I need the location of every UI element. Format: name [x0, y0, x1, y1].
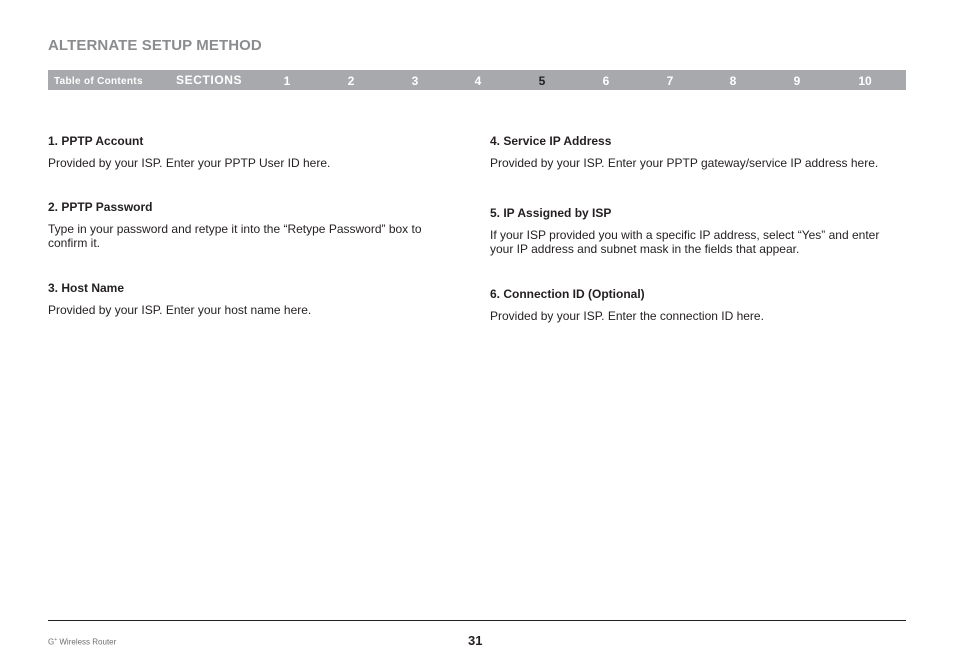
field-description [48, 200, 463, 250]
field-heading: 4. Service IP Address [490, 134, 612, 148]
field-description [48, 281, 463, 317]
footer-product-name [48, 637, 116, 647]
page-header-title: ALTERNATE SETUP METHOD [48, 37, 262, 54]
section-link-1[interactable]: 1 [283, 74, 291, 88]
field-body: Provided by your ISP. Enter your host name here. [48, 303, 312, 317]
field-heading: 1. PPTP Account [48, 134, 144, 148]
product-superscript: + [54, 637, 58, 643]
section-nav-bar [48, 70, 906, 90]
section-link-9[interactable]: 9 [793, 74, 801, 88]
sections-label: SECTIONS [176, 73, 243, 87]
section-link-4[interactable]: 4 [474, 74, 482, 88]
section-link-8[interactable]: 8 [729, 74, 737, 88]
section-link-6[interactable]: 6 [602, 74, 610, 88]
section-link-3[interactable]: 3 [411, 74, 419, 88]
product-name: Wireless Router [57, 637, 117, 647]
section-link-7[interactable]: 7 [666, 74, 674, 88]
field-heading: 2. PPTP Password [48, 200, 153, 214]
field-body: Provided by your ISP. Enter the connection ID here. [490, 309, 764, 323]
field-body: If your ISP provided you with a specific IP address, select “Yes” and enter your IP address and subnet mask in the fields that appear. [490, 228, 880, 256]
field-heading: 6. Connection ID (Optional) [490, 287, 645, 301]
field-body: Type in your password and retype it into the “Retype Password” box to confirm it. [48, 222, 422, 250]
field-description [490, 206, 890, 256]
section-link-5[interactable]: 5 [538, 74, 546, 88]
field-body: Provided by your ISP. Enter your PPTP User ID here. [48, 156, 331, 170]
section-link-10[interactable]: 10 [858, 74, 872, 88]
field-description [490, 134, 890, 170]
page-number: 31 [468, 633, 483, 648]
field-description [490, 287, 890, 323]
field-heading: 5. IP Assigned by ISP [490, 206, 612, 220]
field-description [48, 134, 463, 170]
section-link-2[interactable]: 2 [347, 74, 355, 88]
table-of-contents-link[interactable]: Table of Contents [54, 76, 143, 87]
field-heading: 3. Host Name [48, 281, 125, 295]
product-prefix: G [48, 637, 55, 647]
footer-divider [48, 620, 906, 621]
field-body: Provided by your ISP. Enter your PPTP gateway/service IP address here. [490, 156, 879, 170]
